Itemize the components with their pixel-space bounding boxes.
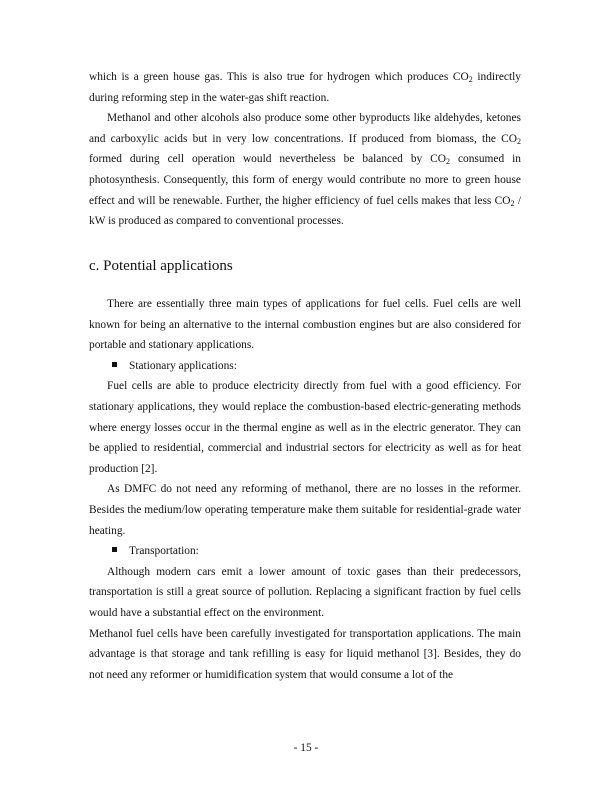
top-text-block <box>89 67 521 232</box>
paragraph-co2-hydrogen <box>89 67 521 108</box>
paragraph-methanol-transport: Methanol fuel cells have been carefully investigated for transportation applications. The main advantage is that storage and tank refilling is easy for liquid methanol [3]. Besides, they do not need any reformer or humidification system that would consume a lot of the <box>89 627 521 681</box>
paragraph-stationary-efficiency: Fuel cells are able to produce electricity directly from fuel with a good efficiency. For stationary applications, they would replace the combustion-based electric-generating methods where energy losses occur in the thermal engine as well as in the electric generator. They can be applied to residential, commercial and industrial sectors for electricity as well as for heat production [2]. <box>89 380 521 475</box>
bullet-stationary <box>89 356 521 377</box>
text-run: Methanol and other alcohols also produce some other byproducts like aldehydes, ketones and carboxylic acids but in very low concentrations. If produced from biomass, the CO <box>89 112 521 145</box>
paragraph-byproducts <box>89 108 521 232</box>
subscript: 2 <box>510 198 515 208</box>
text-run: / kW is produced as compared to conventional processes. <box>89 194 522 228</box>
bullet-label: Stationary applications: <box>129 359 237 372</box>
paragraph-pollution: Although modern cars emit a lower amount of toxic gases than their predecessors, transportation is still a great source of pollution. Replacing a significant fraction by fuel cells would have a substantial effect on the environment. <box>89 565 521 619</box>
subscript: 2 <box>446 157 451 167</box>
square-bullet-icon <box>112 547 117 552</box>
paragraph-intro: There are essentially three main types of applications for fuel cells. Fuel cells are well known for being an alternative to the internal combustion engines but are also considered for portable and stationary applications. <box>89 298 521 352</box>
text-run: formed during cell operation would nevertheless be balanced by CO <box>89 153 447 166</box>
text-run: which is a green house gas. This is also true for hydrogen which produces CO <box>89 71 469 83</box>
page-number: - 15 - <box>293 742 319 754</box>
section-body <box>89 294 521 685</box>
text-run: indirectly during reforming step in the water-gas shift reaction. <box>89 71 521 104</box>
subscript: 2 <box>468 75 473 84</box>
bullet-transportation <box>89 541 521 562</box>
section-heading: c. Potential applications <box>89 258 233 274</box>
bullet-label: Transportation: <box>129 545 199 558</box>
paragraph-dmfc-reforming: As DMFC do not need any reforming of methanol, there are no losses in the reformer. Besides the medium/low operating temperature make them suitable for residential-grade water heating. <box>89 483 521 537</box>
square-bullet-icon <box>112 362 117 367</box>
subscript: 2 <box>517 136 521 146</box>
text-run: consumed in photosynthesis. Consequently, this form of energy would contribute no more to green house effect and will be renewable. Further, the higher efficiency of fuel cells makes that less CO <box>89 153 521 207</box>
